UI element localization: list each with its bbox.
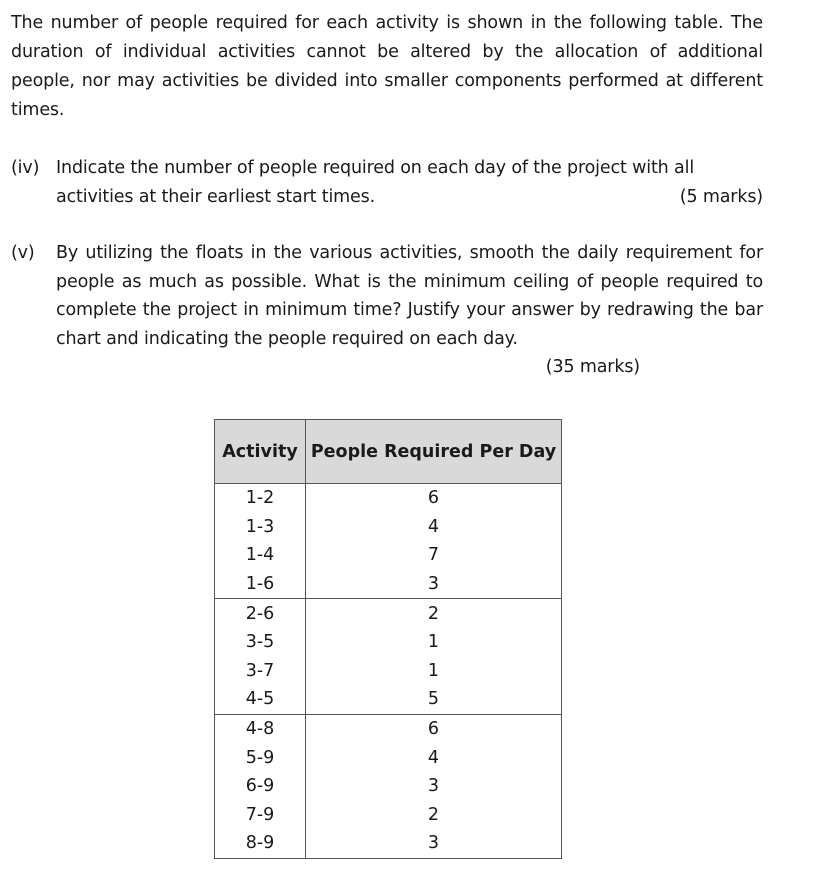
people-cell: 3: [306, 829, 562, 858]
intro-paragraph: The number of people required for each activity is shown in the following table. The duration of individual activities cannot be altered by the allocation of additional people, nor may activities be divided into smaller components performed at different times.: [11, 13, 763, 120]
table-row: [215, 599, 562, 628]
activity-cell: 1-2: [215, 484, 306, 513]
question-body: [56, 239, 763, 382]
question-number: (v): [11, 243, 35, 263]
activity-cell: 3-5: [215, 628, 306, 657]
people-cell: 2: [306, 599, 562, 628]
question-number: (iv): [11, 158, 40, 178]
table-row: [215, 657, 562, 686]
question-text: Indicate the number of people required on each day of the project with all: [56, 158, 695, 178]
activity-cell: 8-9: [215, 829, 306, 858]
table-row: [215, 513, 562, 542]
activity-cell: 3-7: [215, 657, 306, 686]
people-cell: 3: [306, 570, 562, 599]
activity-cell: 7-9: [215, 801, 306, 830]
table-row: [215, 772, 562, 801]
table-row: [215, 801, 562, 830]
people-cell: 6: [306, 484, 562, 513]
table-row: [215, 570, 562, 599]
question-body: [56, 154, 763, 211]
table-row: [215, 743, 562, 772]
marks-label: (35 marks): [545, 357, 640, 377]
table-row: [215, 541, 562, 570]
question-text: By utilizing the floats in the various activities, smooth the daily requirement for people as much as possible. What is the minimum ceiling of people required to complete the project in minimum time? Justify your answer by redrawing the bar chart and indicating the people required on each day.: [56, 243, 763, 349]
activity-cell: 5-9: [215, 743, 306, 772]
people-cell: 1: [306, 628, 562, 657]
question-text-continued: activities at their earliest start times.: [56, 186, 376, 207]
table-row: [215, 628, 562, 657]
activity-cell: 6-9: [215, 772, 306, 801]
marks-label: (5 marks): [679, 186, 763, 207]
table-header-row: [215, 420, 562, 484]
table-row: [215, 714, 562, 743]
people-required-table: [214, 419, 562, 859]
people-cell: 4: [306, 743, 562, 772]
activity-cell: 1-4: [215, 541, 306, 570]
table-row: [215, 829, 562, 858]
question-v: [11, 239, 763, 382]
activity-cell: 2-6: [215, 599, 306, 628]
people-cell: 3: [306, 772, 562, 801]
activity-cell: 4-8: [215, 714, 306, 743]
question-text-line2: [56, 183, 763, 212]
table-row: [215, 685, 562, 714]
people-cell: 4: [306, 513, 562, 542]
question-iv: [11, 154, 763, 211]
people-cell: 1: [306, 657, 562, 686]
people-cell: 6: [306, 714, 562, 743]
activity-cell: 1-3: [215, 513, 306, 542]
people-cell: 2: [306, 801, 562, 830]
activity-cell: 4-5: [215, 685, 306, 714]
people-cell: 5: [306, 685, 562, 714]
people-cell: 7: [306, 541, 562, 570]
activity-header: Activity: [215, 420, 306, 484]
table-row: [215, 484, 562, 513]
activity-cell: 1-6: [215, 570, 306, 599]
people-header: People Required Per Day: [306, 420, 562, 484]
